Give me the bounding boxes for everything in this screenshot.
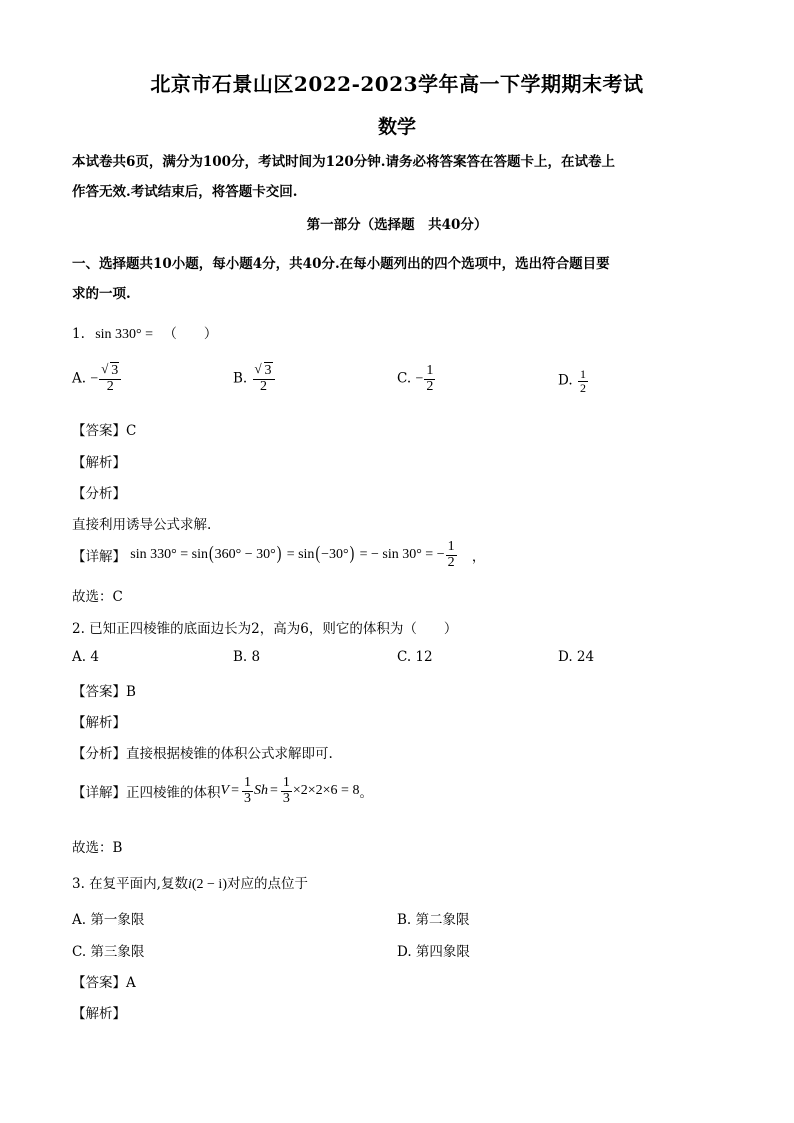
- q3-stem-pre: 3. 在复平面内,复数: [72, 876, 188, 892]
- q1-explain-tag: 【解析】: [72, 455, 126, 471]
- q1-blank: （ ）: [163, 326, 218, 342]
- q2-analysis-tag: 【分析】: [72, 746, 126, 762]
- q1-option-a-fraction: √ 3 2: [99, 364, 121, 394]
- q2-option-b: B. 8: [233, 649, 261, 665]
- q1-option-d-fraction: [578, 368, 588, 394]
- q1-detail-fraction: [446, 540, 457, 570]
- q1-stem: [72, 322, 217, 343]
- q3-option-d: D. 第四象限: [397, 944, 470, 960]
- q1-detail-part1: sin 330° = sin: [130, 547, 208, 563]
- q3-option-a: A. 第一象限: [72, 912, 145, 928]
- q2-explain-tag: 【解析】: [72, 715, 126, 731]
- q2-detail-fraction-2: [281, 776, 292, 806]
- q1-detail-part5: = − sin 30° = −: [359, 547, 445, 563]
- q2-detail-numerator: 1: [243, 775, 251, 790]
- instructions-line-1: 本试卷共6页，满分为100分，考试时间为120分钟.请务必将答案答在答题卡上，在试卷上: [72, 154, 615, 170]
- q3-answer: [72, 971, 136, 991]
- q1-option-c-sign: −: [415, 371, 424, 387]
- q3-stem: 3. 在复平面内,复数i(2 − i)对应的点位于: [72, 876, 308, 892]
- q1-choose: 故选：C: [72, 589, 123, 605]
- q1-option-a-sign: −: [90, 371, 99, 387]
- q2-detail-denominator-2: 3: [282, 790, 290, 806]
- q3-option-b: B. 第二象限: [397, 912, 470, 928]
- q2-detail-denominator: 3: [243, 790, 251, 806]
- q2-detail-v: V: [220, 783, 230, 799]
- q1-option-b-denominator: 2: [253, 379, 275, 395]
- q2-detail-tail: ×2×2×6 = 8: [292, 783, 360, 799]
- q1-answer: [72, 419, 136, 439]
- q3-explain-tag: 【解析】: [72, 1006, 126, 1022]
- q1-detail-part2: 360° − 30°: [214, 547, 276, 563]
- q3-stem-math-paren: 2 − i: [196, 877, 223, 892]
- q2-detail-tag: 【详解】: [72, 785, 126, 802]
- q2-answer: [72, 680, 136, 700]
- instructions-line-2: 作答无效.考试结束后，将答题卡交回.: [72, 184, 298, 200]
- q1-option-d-numerator: 1: [579, 367, 586, 381]
- q1-option-b: [233, 361, 276, 394]
- exam-subject: 数学: [377, 116, 416, 138]
- q1-number: 1.: [72, 326, 85, 342]
- q2-detail-text: 正四棱锥的体积: [126, 785, 221, 802]
- q1-detail-numerator: 1: [447, 539, 455, 554]
- q1-option-c-label: C.: [397, 370, 412, 387]
- q2-detail: [72, 776, 373, 806]
- q2-detail-sh: Sh: [253, 783, 268, 799]
- q2-detail-eq: =: [231, 783, 239, 799]
- q1-option-b-fraction: √ 3 2: [253, 364, 275, 394]
- q1-option-b-label: B.: [233, 370, 248, 387]
- q1-answer-value: C: [126, 423, 137, 439]
- q2-option-d: D. 24: [558, 649, 595, 665]
- q2-option-a: A. 4: [72, 649, 99, 665]
- q1-option-a: [72, 361, 122, 394]
- q1-answer-tag: 【答案】: [72, 423, 126, 439]
- q1-option-c-numerator: 1: [426, 363, 434, 378]
- q2-stem: 2. 已知正四棱锥的底面边长为2，高为6，则它的体积为（ ）: [72, 621, 458, 637]
- section-heading-line-2: 求的一项.: [72, 286, 131, 302]
- q3-answer-tag: 【答案】: [72, 975, 126, 991]
- q2-detail-fraction: [242, 776, 253, 806]
- q3-stem-post: 对应的点位于: [227, 876, 308, 892]
- q3-answer-value: A: [126, 975, 136, 991]
- q1-detail-denominator: 2: [447, 554, 455, 570]
- q1-option-d: [558, 368, 589, 394]
- q2-option-c: C. 12: [397, 649, 433, 665]
- q1-option-a-numerator: 3: [111, 363, 119, 378]
- q1-option-a-denominator: 2: [99, 379, 121, 395]
- exam-title: 北京市石景山区2022-2023学年高一下学期期末考试: [150, 72, 644, 96]
- q2-analysis-text: 直接根据棱锥的体积公式求解即可.: [126, 746, 333, 762]
- q1-option-c-denominator: 2: [426, 378, 434, 394]
- q3-stem-math-i: i: [187, 877, 192, 892]
- q1-option-c-fraction: [424, 364, 435, 394]
- q1-analysis-text: 直接利用诱导公式求解.: [72, 517, 212, 533]
- q2-answer-value: B: [126, 684, 136, 700]
- q2-detail-eq2: =: [269, 783, 278, 799]
- q1-option-a-label: A.: [72, 370, 87, 387]
- q2-detail-numerator-2: 1: [282, 775, 290, 790]
- q2-choose: 故选：B: [72, 840, 123, 856]
- q1-option-d-label: D.: [558, 372, 573, 389]
- q1-option-c: [397, 364, 436, 394]
- q3-option-c: C. 第三象限: [72, 944, 145, 960]
- section-heading-line-1: 一、选择题共10小题，每小题4分，共40分.在每小题列出的四个选项中，选出符合题目要: [72, 256, 610, 272]
- q1-stem-math: sin 330° =: [95, 327, 154, 342]
- q2-analysis: [72, 742, 333, 762]
- q1-detail-part3: = sin: [286, 547, 315, 563]
- q1-option-d-denominator: 2: [579, 380, 586, 395]
- q1-detail-tag: 【详解】: [72, 549, 126, 566]
- q1-option-b-numerator: 3: [264, 363, 272, 378]
- q2-detail-end: 。: [359, 785, 373, 802]
- q1-detail: 【详解】 sin 330° = sin(360° − 30°) = sin(−30°) = − sin 30° = − $\frac{1}{2}$ ，: [72, 539, 486, 570]
- part1-heading: 第一部分（选择题 共40分）: [306, 217, 488, 233]
- q1-detail-end: ，: [471, 549, 486, 566]
- q1-analysis-tag: 【分析】: [72, 486, 126, 502]
- q2-answer-tag: 【答案】: [72, 684, 126, 700]
- q1-detail-part4: −30°: [321, 547, 349, 563]
